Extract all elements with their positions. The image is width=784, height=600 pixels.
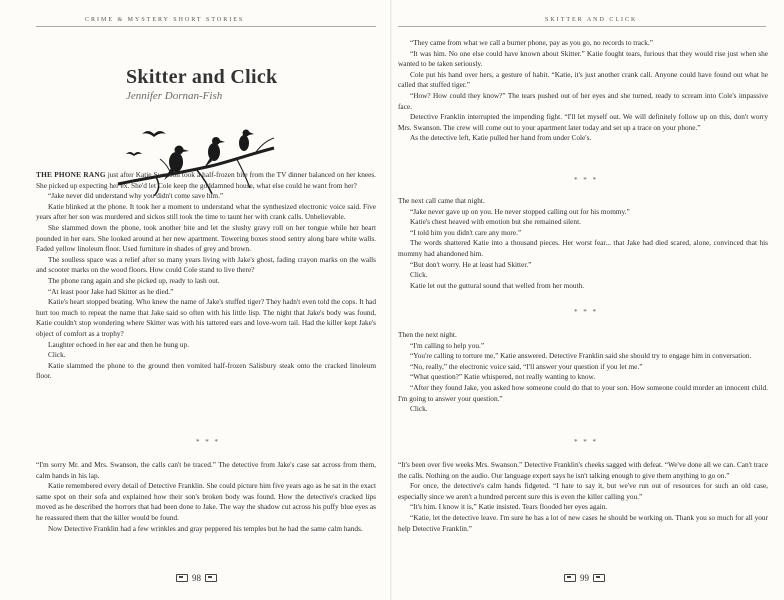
paragraph: “It was him. No one else could have known about Skitter.” Katie fought tears, furious that they would rise just when she wanted to be taken seriously. [398,48,768,69]
story-section-2 [36,460,376,534]
paragraph: The words shattered Katie into a thousand pieces. Her worst fear... that Jake had died scared, alone, convinced that his mommy had abandoned him. [398,238,768,258]
header-rule-left [36,26,376,27]
lead-in: THE PHONE RANG [36,170,106,179]
story-author: Jennifer Dornan-Fish [126,90,223,102]
paragraph: Now Detective Franklin had a few wrinkles and gray peppered his temples but he had the same calm hands. [48,523,363,533]
header-rule-right [398,26,766,27]
paragraph: “Jake never gave up on you. He never stopped calling out for his mommy.” [410,206,630,216]
page-number-right [564,573,605,583]
story-section-3 [398,38,768,144]
story-section-6 [398,460,768,534]
scene-separator: * * * [574,176,598,184]
story-section-5 [398,330,768,415]
running-head-right: SKITTER AND CLICK [545,17,638,23]
story-title: Skitter and Click [126,66,278,88]
paragraph: Click. [48,350,66,360]
paragraph: She slammed down the phone, took another bite and let the slushy gravy roll on her tongue while her heart pounded in her ears. She looked around at her new apartment. Towering boxes stood sentry along bare white walls. Faded yellow linoleum floor. Used furniture in shades of grey and brown. [36,222,376,254]
ornament-icon [564,574,576,582]
paragraph: “I'm calling to help you.” [410,340,485,350]
paragraph: Katie's chest heaved with emotion but she remained silent. [410,217,581,227]
running-head-left: CRIME & MYSTERY SHORT STORIES [85,17,245,23]
story-section-1 [36,170,376,382]
paragraph: Katie slammed the phone to the ground then vomited half-frozen Salisbury steak onto the cracked linoleum floor. [36,360,376,381]
paragraph: Katie blinked at the phone. It took her a moment to understand what the synthesized electronic voice said. Five years after her son was murdered and sickos still took the time to taunt her with crank calls. Unbelievable. [36,201,376,222]
paragraph: “It's him. I know it is,” Katie insisted. Tears flooded her eyes again. [410,502,608,512]
paragraph: The soulless space was a relief after so many years living with Jake's ghost, fading crayon marks on the walls and scooter marks on the wood floors. How could Cole stand to live there? [36,254,376,275]
paragraph: “Jake never did understand why you didn't come save him.” [48,191,224,201]
paragraph: The phone rang again and she picked up, ready to lash out. [48,275,220,285]
scene-separator: * * * [196,438,220,446]
ornament-icon [176,574,188,582]
paragraph [36,170,376,191]
paragraph: Katie's heart stopped beating. Who knew the name of Jake's stuffed tiger? They hadn't even told the cops. It had hurt too much to repeat the name that Jake said so often with his little lisp. The night that Jake's body was found, Katie couldn't stop wondering where Skitter was with his tattered ears and love-worn tail. Had the killer kept Jake's object of comfort as a trophy? [36,297,376,338]
scene-separator: * * * [574,438,598,446]
paragraph: Cole put his hand over hers, a gesture of habit. “Katie, it's just another crank call. Anyone could have found out what he called that stuffed tiger.” [398,69,768,90]
paragraph: Click. [410,270,428,280]
paragraph: Katie remembered every detail of Detective Franklin. She could picture him five years ago as he sat in the exact same spot on their sofa and explained how their son's broken body was found. How the detective's cracked lips moved as he described the horrors that had been done to Jake. The way the shadow cut across his puffy blue eyes as he reassured them that the killer would be found. [36,481,376,522]
paragraph: Click. [410,404,428,414]
paragraph: “No, really,” the electronic voice said, “I'll answer your question if you let me.” [410,361,643,371]
paragraph: Laughter echoed in her ear and then he hung up. [48,339,190,349]
page-number-left [176,573,217,583]
paragraph: “At least poor Jake had Skitter as he died.” [48,286,174,296]
paragraph: Detective Franklin interrupted the impending fight. “I'll let myself out. We will definitely follow up on this, don't worry Mrs. Swanson. The crew will come out to your apartment later today and set up a trace on your phone.” [398,112,768,132]
paragraph: “I told him you didn't care any more.” [410,227,522,237]
paragraph-text: just after Katie Swanson took a half-frozen bite from the TV dinner balanced on her knees. She picked up expecting her ex. She'd let Cole keep the goddamned house, what else could he want from her? [36,170,376,190]
paragraph: “But don't worry. He at least had Skitter.” [410,259,532,269]
scene-separator: * * * [574,308,598,316]
paragraph: “It's been over five weeks Mrs. Swanson.” Detective Franklin's cheeks sagged with defeat. “We've done all we can. Can't trace the calls. Nothing on the audio. Our language expert says he isn't talking enough to give them anything to go on.” [398,460,768,480]
paragraph: “How? How could they know?” The tears pushed out of her eyes and she turned, ready to scream into Cole's impassive face. [398,90,768,111]
paragraph: The next call came that night. [398,196,485,205]
paragraph: Katie let out the guttural sound that welled from her mouth. [410,280,585,290]
paragraph: “Katie, let the detective leave. I'm sure he has a lot of new cases he should be working on. Thank you so much for all your help Detective Franklin.” [398,512,768,533]
paragraph: For once, the detective's calm hands fidgeted. “I hate to say it, but we've run out of resources for such an old case, especially since we aren't a hundred percent sure this is even the killer calling you.” [398,481,768,501]
paragraph: As the detective left, Katie pulled her hand from under Cole's. [410,133,592,143]
paragraph: Then the next night. [398,330,457,339]
paragraph: “What question?” Katie whispered, not really wanting to know. [410,372,596,382]
paragraph: “After they found Jake, you asked how someone could do that to your son. How someone could murder an innocent child. I'm going to answer your question.” [398,382,768,403]
paragraph: “You're calling to torture me,” Katie answered. Detective Franklin said she should try to engage him in conversation. [410,351,752,361]
paragraph: “I'm sorry Mr. and Mrs. Swanson, the calls can't be traced.” The detective from Jake's case sat across from them, calm hands in his lap. [36,460,376,480]
ornament-icon [205,574,217,582]
page-number: 98 [192,573,201,583]
story-section-4 [398,196,768,291]
page-number: 99 [580,573,589,583]
paragraph: “They came from what we call a burner phone, pay as you go, no records to track.” [410,38,653,47]
ornament-icon [593,574,605,582]
right-page [392,0,784,600]
